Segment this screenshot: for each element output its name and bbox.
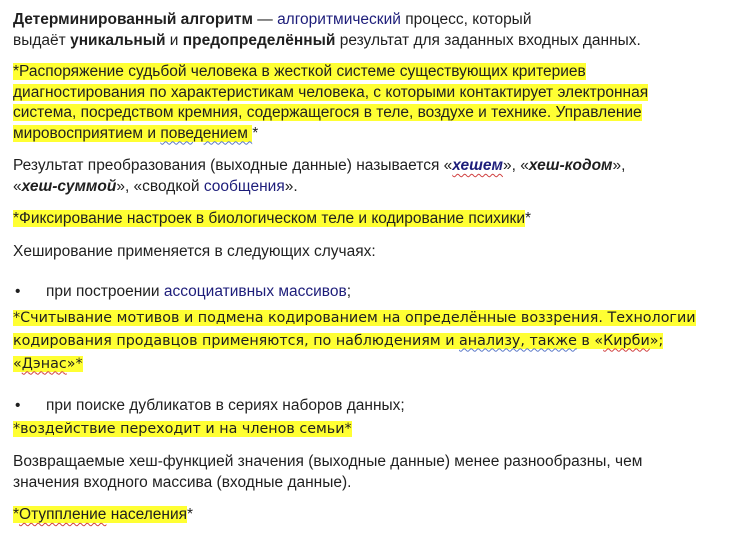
list-item-text bbox=[46, 282, 351, 303]
text: ; bbox=[346, 283, 352, 300]
bold-term: уникальный bbox=[70, 31, 166, 49]
document-body bbox=[13, 10, 731, 526]
text: », bbox=[612, 157, 626, 174]
spellcheck-text: анализу, также bbox=[459, 332, 577, 349]
text: ». bbox=[284, 177, 298, 195]
text: — bbox=[252, 11, 278, 28]
paragraph-usage bbox=[13, 242, 731, 263]
link-algorithmic[interactable]: алгоритмический bbox=[277, 11, 401, 28]
italic-term: хеш-кодом bbox=[528, 157, 613, 174]
list-item bbox=[13, 282, 731, 303]
text: « bbox=[13, 355, 22, 372]
paragraph-hash-values bbox=[13, 452, 731, 493]
text: * bbox=[13, 506, 20, 523]
spellcheck-text: поведением bbox=[160, 124, 253, 142]
highlight-line: *воздействие переходит и на членов семьи* bbox=[13, 421, 352, 437]
text: и bbox=[165, 31, 183, 49]
bullet-icon: • bbox=[15, 283, 21, 300]
highlight-note-4 bbox=[13, 418, 731, 441]
text: Хеширование применяется в следующих случаях: bbox=[13, 242, 376, 260]
paragraph-definition bbox=[13, 10, 731, 51]
italic-term: хеш-суммой bbox=[21, 177, 117, 195]
highlight-line bbox=[13, 356, 83, 372]
spellcheck-text: Отуппление bbox=[19, 506, 107, 523]
list-item bbox=[13, 396, 731, 417]
text: населения bbox=[106, 506, 188, 523]
bullet-icon: • bbox=[15, 396, 21, 414]
text: », « bbox=[503, 157, 529, 174]
highlight-line: *Считывание мотивов и подмена кодированием на определённые воззрения. Технологии bbox=[13, 309, 696, 326]
highlight-line: система, посредством кремния, содержащегося в теле, воздухе и технике. Управление bbox=[13, 104, 642, 121]
text: процесс, который bbox=[400, 11, 532, 28]
text: выдаёт bbox=[13, 31, 71, 49]
text: в « bbox=[576, 332, 604, 349]
text: мировосприятием и bbox=[13, 124, 161, 142]
text: значения входного массива (входные данные). bbox=[13, 473, 352, 491]
text: Результат преобразования (выходные данные) называется « bbox=[13, 157, 453, 174]
highlight-line bbox=[13, 125, 252, 142]
highlight-note-2 bbox=[13, 209, 731, 230]
text: », «сводкой bbox=[116, 177, 204, 195]
text: результат для заданных входных данных. bbox=[335, 31, 641, 49]
highlight-line: *Фиксирование настроек в биологическом теле и кодирование психики bbox=[13, 210, 525, 227]
paragraph-hash-result bbox=[13, 156, 731, 197]
text: * bbox=[187, 506, 194, 523]
link-message[interactable]: сообщения bbox=[203, 177, 285, 195]
text: »; bbox=[649, 332, 664, 349]
link-associative-arrays[interactable]: ассоциативных массивов bbox=[163, 283, 347, 300]
highlight-line bbox=[13, 333, 663, 349]
text: кодирования продавцов применяются, по наблюдениям и bbox=[13, 332, 460, 349]
list-item-text: при поиске дубликатов в сериях наборов данных; bbox=[46, 396, 405, 414]
highlight-note-3 bbox=[13, 307, 731, 376]
spellcheck-text: Дэнас bbox=[21, 355, 67, 372]
bold-term: предопределённый bbox=[182, 31, 336, 49]
highlight-note-5 bbox=[13, 505, 731, 526]
text: * bbox=[525, 210, 532, 227]
text: « bbox=[13, 177, 22, 195]
highlight-note-1 bbox=[13, 62, 731, 144]
text: »* bbox=[66, 355, 83, 372]
spellcheck-text: Кирби bbox=[603, 332, 650, 349]
text: * bbox=[252, 124, 259, 142]
text: Возвращаемые хеш-функцией значения (выходные данные) менее разнообразны, чем bbox=[13, 453, 643, 470]
link-hash[interactable]: хешем bbox=[452, 157, 503, 174]
highlight-line bbox=[13, 506, 187, 523]
highlight-line: диагностирования по характеристикам человека, с которыми контактирует электронная bbox=[13, 83, 649, 101]
bold-term: Детерминированный алгоритм bbox=[13, 11, 253, 28]
text: при построении bbox=[46, 283, 164, 300]
highlight-line: *Распоряжение судьбой человека в жесткой системе существующих критериев bbox=[13, 63, 586, 80]
